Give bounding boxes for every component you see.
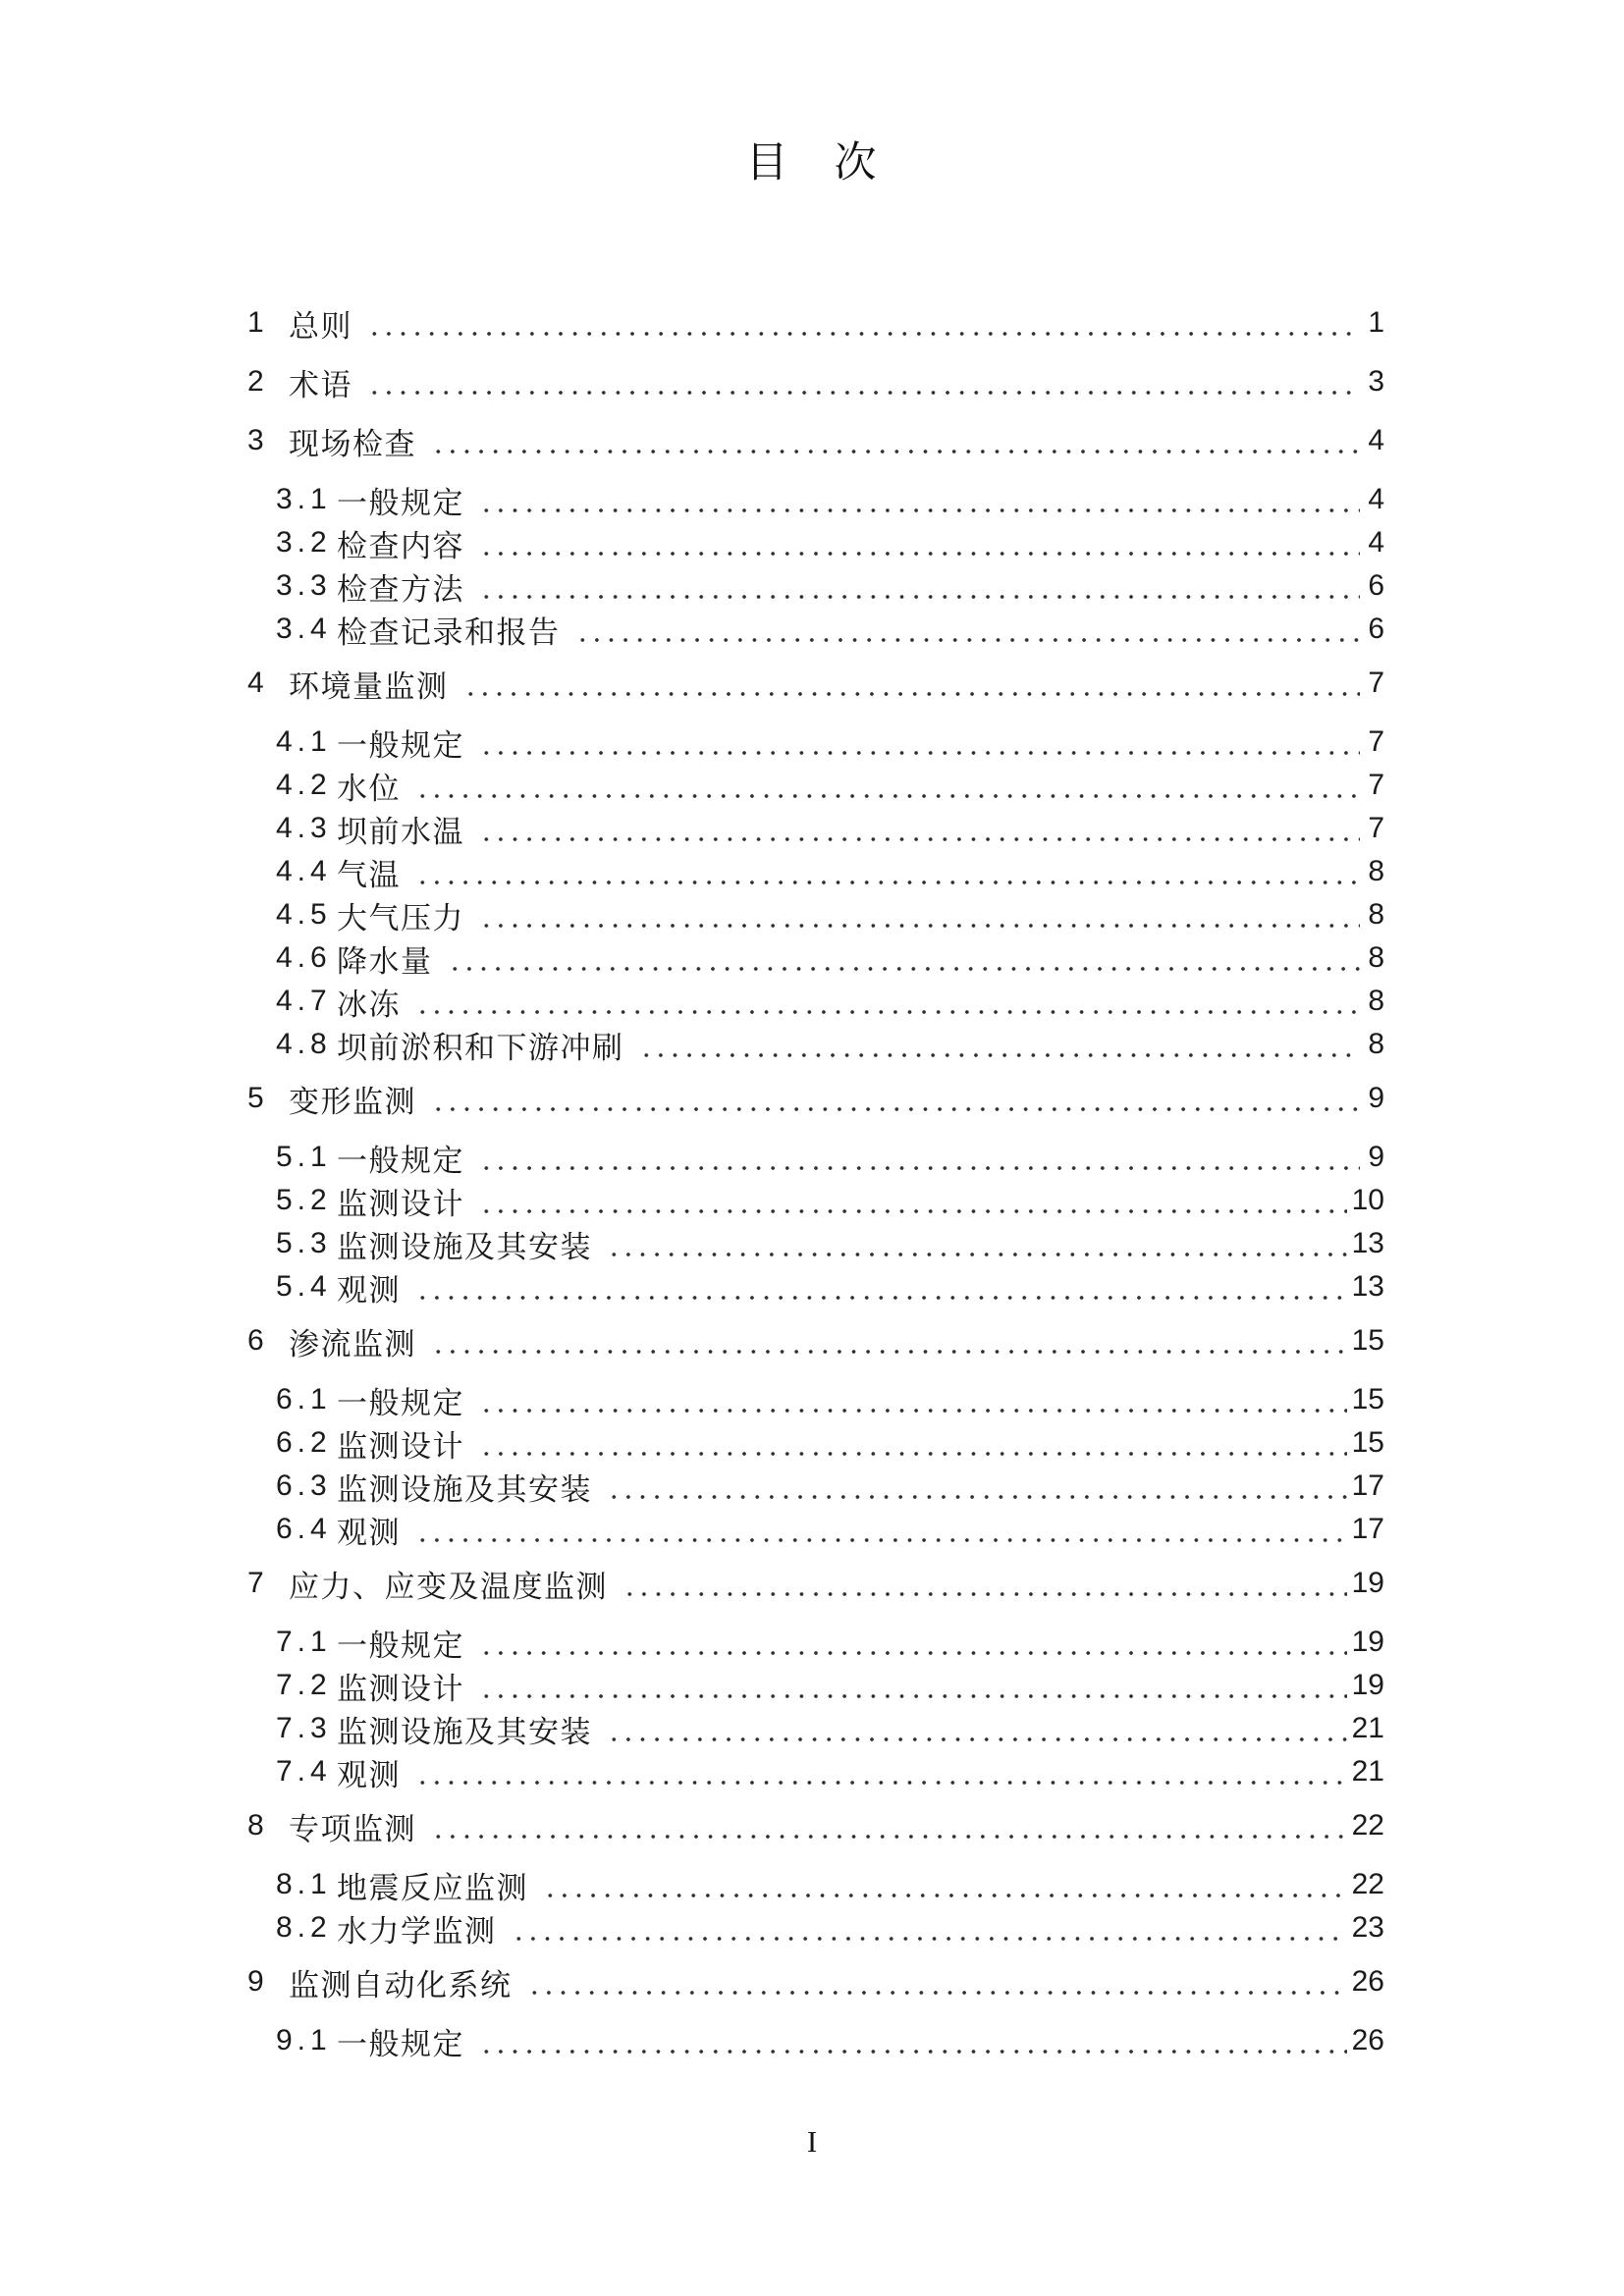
dot-leader <box>429 1077 1360 1120</box>
toc-entry-number: 8.2 <box>276 1911 332 1944</box>
toc-entry-title: 气温 <box>337 857 401 892</box>
toc-entry <box>0 1319 1624 1362</box>
toc-entry-title: 观测 <box>337 1515 401 1550</box>
dot-leader <box>477 893 1360 936</box>
toc-entry-number: 4.5 <box>276 898 332 931</box>
toc-entry <box>0 1707 1624 1750</box>
toc-entry-page: 3 <box>1368 365 1384 398</box>
toc-entry-number: 4.1 <box>276 725 332 758</box>
toc-entry <box>0 478 1624 521</box>
toc-entry-number: 9.1 <box>276 2024 332 2056</box>
toc-entry-page: 1 <box>1368 306 1384 339</box>
toc-entry-page: 7 <box>1368 667 1384 699</box>
toc-entry-title: 水力学监测 <box>337 1913 497 1949</box>
dot-leader <box>477 1136 1360 1179</box>
toc-entry-title: 观测 <box>337 1757 401 1792</box>
toc-entry <box>0 980 1624 1023</box>
dot-leader <box>446 936 1361 980</box>
toc-entry-page: 8 <box>1368 898 1384 931</box>
dot-leader <box>477 807 1360 850</box>
toc-entry <box>0 1863 1624 1906</box>
toc-entry-number: 6 <box>247 1324 269 1357</box>
toc-entry <box>0 1562 1624 1605</box>
toc-entry-title: 渗流监测 <box>289 1326 416 1362</box>
toc-entry-title: 现场检查 <box>289 426 416 461</box>
toc-entry-number: 6.2 <box>276 1426 332 1459</box>
toc-entry-page: 21 <box>1351 1712 1384 1744</box>
toc-entry-page: 8 <box>1368 1028 1384 1060</box>
toc-entry-page: 8 <box>1368 985 1384 1017</box>
toc-entry-title: 变形监测 <box>289 1084 416 1119</box>
toc-entry-page: 22 <box>1351 1868 1384 1900</box>
toc-entry-title: 冰冻 <box>337 987 401 1022</box>
toc-entry-number: 6.3 <box>276 1469 332 1502</box>
toc-entry-title: 坝前淤积和下游冲刷 <box>337 1030 624 1065</box>
dot-leader <box>429 419 1360 462</box>
toc-entry <box>0 419 1624 462</box>
dot-leader <box>525 1960 1347 2003</box>
dot-leader <box>461 662 1361 705</box>
toc-entry <box>0 360 1624 403</box>
toc-entry <box>0 1664 1624 1707</box>
toc-entry <box>0 521 1624 564</box>
dot-leader <box>365 360 1360 403</box>
toc-entry-page: 9 <box>1368 1141 1384 1173</box>
toc-entry <box>0 1621 1624 1664</box>
toc-entry <box>0 1960 1624 2003</box>
toc-entry-title: 总则 <box>289 308 352 344</box>
toc-entry-title: 监测设施及其安装 <box>337 1229 592 1264</box>
dot-leader <box>541 1863 1347 1906</box>
dot-leader <box>477 1421 1347 1465</box>
toc-list <box>0 291 1624 2062</box>
toc-entry-title: 降水量 <box>337 943 433 979</box>
dot-leader <box>477 521 1360 564</box>
dot-leader <box>621 1562 1347 1605</box>
toc-entry <box>0 936 1624 980</box>
toc-entry-number: 5.3 <box>276 1227 332 1259</box>
dot-leader <box>477 1378 1347 1421</box>
footer-page-number: I <box>806 2124 818 2159</box>
toc-entry-number: 4.3 <box>276 812 332 844</box>
toc-entry-page: 6 <box>1368 569 1384 602</box>
toc-entry <box>0 850 1624 893</box>
toc-entry <box>0 1508 1624 1551</box>
toc-entry-title: 应力、应变及温度监测 <box>289 1569 608 1604</box>
toc-entry-title: 术语 <box>289 367 352 402</box>
toc-entry-title: 一般规定 <box>337 485 464 520</box>
toc-entry-page: 17 <box>1351 1513 1384 1545</box>
dot-leader <box>605 1707 1347 1750</box>
toc-entry-page: 4 <box>1368 424 1384 456</box>
toc-entry <box>0 608 1624 651</box>
toc-entry <box>0 1421 1624 1465</box>
toc-entry <box>0 1378 1624 1421</box>
dot-leader <box>605 1222 1347 1265</box>
dot-leader <box>477 1179 1347 1222</box>
dot-leader <box>413 1508 1347 1551</box>
toc-entry-number: 3.1 <box>276 483 332 515</box>
toc-entry-number: 3 <box>247 424 269 456</box>
toc-entry-title: 监测设计 <box>337 1428 464 1464</box>
toc-entry-page: 17 <box>1351 1469 1384 1502</box>
toc-entry-title: 地震反应监测 <box>337 1870 528 1905</box>
toc-entry-page: 22 <box>1351 1809 1384 1842</box>
dot-leader <box>573 608 1361 651</box>
toc-entry-number: 4.8 <box>276 1028 332 1060</box>
toc-entry-number: 5.2 <box>276 1184 332 1216</box>
dot-leader <box>477 1664 1347 1707</box>
toc-entry <box>0 564 1624 608</box>
dot-leader <box>413 1750 1347 1793</box>
toc-entry-number: 5 <box>247 1082 269 1114</box>
toc-entry-page: 4 <box>1368 526 1384 559</box>
toc-entry-number: 5.1 <box>276 1141 332 1173</box>
toc-entry-title: 监测自动化系统 <box>289 1967 513 2002</box>
toc-entry-number: 7.2 <box>276 1669 332 1701</box>
toc-entry-number: 3.2 <box>276 526 332 559</box>
toc-entry-title: 大气压力 <box>337 900 464 935</box>
dot-leader <box>477 564 1360 608</box>
toc-entry <box>0 1465 1624 1508</box>
toc-entry-title: 坝前水温 <box>337 814 464 849</box>
dot-leader <box>477 721 1360 764</box>
toc-entry <box>0 1136 1624 1179</box>
toc-entry-page: 9 <box>1368 1082 1384 1114</box>
toc-entry-page: 15 <box>1351 1383 1384 1415</box>
toc-entry <box>0 1077 1624 1120</box>
toc-entry-number: 4.4 <box>276 855 332 887</box>
toc-entry-number: 8 <box>247 1809 269 1842</box>
toc-entry-page: 23 <box>1351 1911 1384 1944</box>
dot-leader <box>510 1906 1347 1949</box>
toc-entry-title: 环境量监测 <box>289 668 449 704</box>
toc-entry <box>0 1906 1624 1949</box>
toc-entry-page: 13 <box>1351 1227 1384 1259</box>
toc-entry-page: 26 <box>1351 1965 1384 1998</box>
toc-entry-number: 4 <box>247 667 269 699</box>
toc-entry-title: 水位 <box>337 771 401 806</box>
toc-entry-number: 9 <box>247 1965 269 1998</box>
dot-leader <box>429 1804 1347 1847</box>
toc-entry-number: 7 <box>247 1567 269 1599</box>
toc-entry-number: 6.4 <box>276 1513 332 1545</box>
toc-entry-title: 一般规定 <box>337 1385 464 1420</box>
toc-entry <box>0 2019 1624 2062</box>
toc-entry-number: 4.7 <box>276 985 332 1017</box>
toc-entry-title: 监测设施及其安装 <box>337 1714 592 1749</box>
toc-entry-number: 2 <box>247 365 269 398</box>
toc-entry <box>0 1265 1624 1308</box>
dot-leader <box>413 1265 1347 1308</box>
toc-entry-page: 8 <box>1368 941 1384 974</box>
dot-leader <box>365 301 1360 345</box>
toc-entry-title: 检查内容 <box>337 528 464 563</box>
toc-entry-page: 13 <box>1351 1270 1384 1303</box>
toc-entry-page: 7 <box>1368 725 1384 758</box>
toc-entry-page: 19 <box>1351 1626 1384 1658</box>
toc-entry-page: 7 <box>1368 769 1384 801</box>
toc-entry-page: 8 <box>1368 855 1384 887</box>
toc-entry <box>0 893 1624 936</box>
toc-entry-title: 专项监测 <box>289 1811 416 1846</box>
dot-leader <box>413 764 1360 807</box>
toc-entry-title: 一般规定 <box>337 727 464 763</box>
dot-leader <box>477 478 1360 521</box>
dot-leader <box>605 1465 1347 1508</box>
toc-entry-page: 7 <box>1368 812 1384 844</box>
dot-leader <box>429 1319 1347 1362</box>
toc-entry-number: 4.2 <box>276 769 332 801</box>
toc-entry-page: 19 <box>1351 1567 1384 1599</box>
toc-entry-number: 3.4 <box>276 613 332 645</box>
toc-entry-page: 21 <box>1351 1755 1384 1788</box>
dot-leader <box>413 850 1360 893</box>
toc-entry-page: 4 <box>1368 483 1384 515</box>
toc-entry-number: 8.1 <box>276 1868 332 1900</box>
toc-entry <box>0 721 1624 764</box>
toc-entry-page: 10 <box>1351 1184 1384 1216</box>
toc-entry-number: 6.1 <box>276 1383 332 1415</box>
toc-entry <box>0 764 1624 807</box>
dot-leader <box>637 1023 1361 1066</box>
toc-entry-title: 观测 <box>337 1272 401 1308</box>
page-title: 目 次 <box>745 140 879 187</box>
toc-entry <box>0 1179 1624 1222</box>
toc-entry <box>0 662 1624 705</box>
toc-entry <box>0 1750 1624 1793</box>
dot-leader <box>413 980 1360 1023</box>
toc-entry <box>0 807 1624 850</box>
toc-entry-title: 检查记录和报告 <box>337 614 561 650</box>
toc-entry-page: 15 <box>1351 1324 1384 1357</box>
toc-entry-title: 一般规定 <box>337 1143 464 1178</box>
toc-entry-page: 6 <box>1368 613 1384 645</box>
toc-entry <box>0 1804 1624 1847</box>
toc-entry-number: 7.1 <box>276 1626 332 1658</box>
toc-entry-title: 检查方法 <box>337 571 464 607</box>
toc-entry-page: 19 <box>1351 1669 1384 1701</box>
toc-entry-number: 4.6 <box>276 941 332 974</box>
toc-entry-title: 一般规定 <box>337 2026 464 2061</box>
toc-entry-title: 一般规定 <box>337 1628 464 1663</box>
toc-entry-number: 3.3 <box>276 569 332 602</box>
toc-entry-page: 15 <box>1351 1426 1384 1459</box>
toc-entry-number: 1 <box>247 306 269 339</box>
toc-entry-number: 7.3 <box>276 1712 332 1744</box>
toc-entry <box>0 1023 1624 1066</box>
dot-leader <box>477 1621 1347 1664</box>
toc-entry <box>0 301 1624 345</box>
toc-entry-title: 监测设计 <box>337 1671 464 1706</box>
toc-entry <box>0 1222 1624 1265</box>
toc-entry-title: 监测设计 <box>337 1186 464 1221</box>
dot-leader <box>477 2019 1347 2062</box>
toc-entry-title: 监测设施及其安装 <box>337 1471 592 1507</box>
toc-entry-number: 5.4 <box>276 1270 332 1303</box>
toc-entry-page: 26 <box>1351 2024 1384 2056</box>
toc-entry-number: 7.4 <box>276 1755 332 1788</box>
